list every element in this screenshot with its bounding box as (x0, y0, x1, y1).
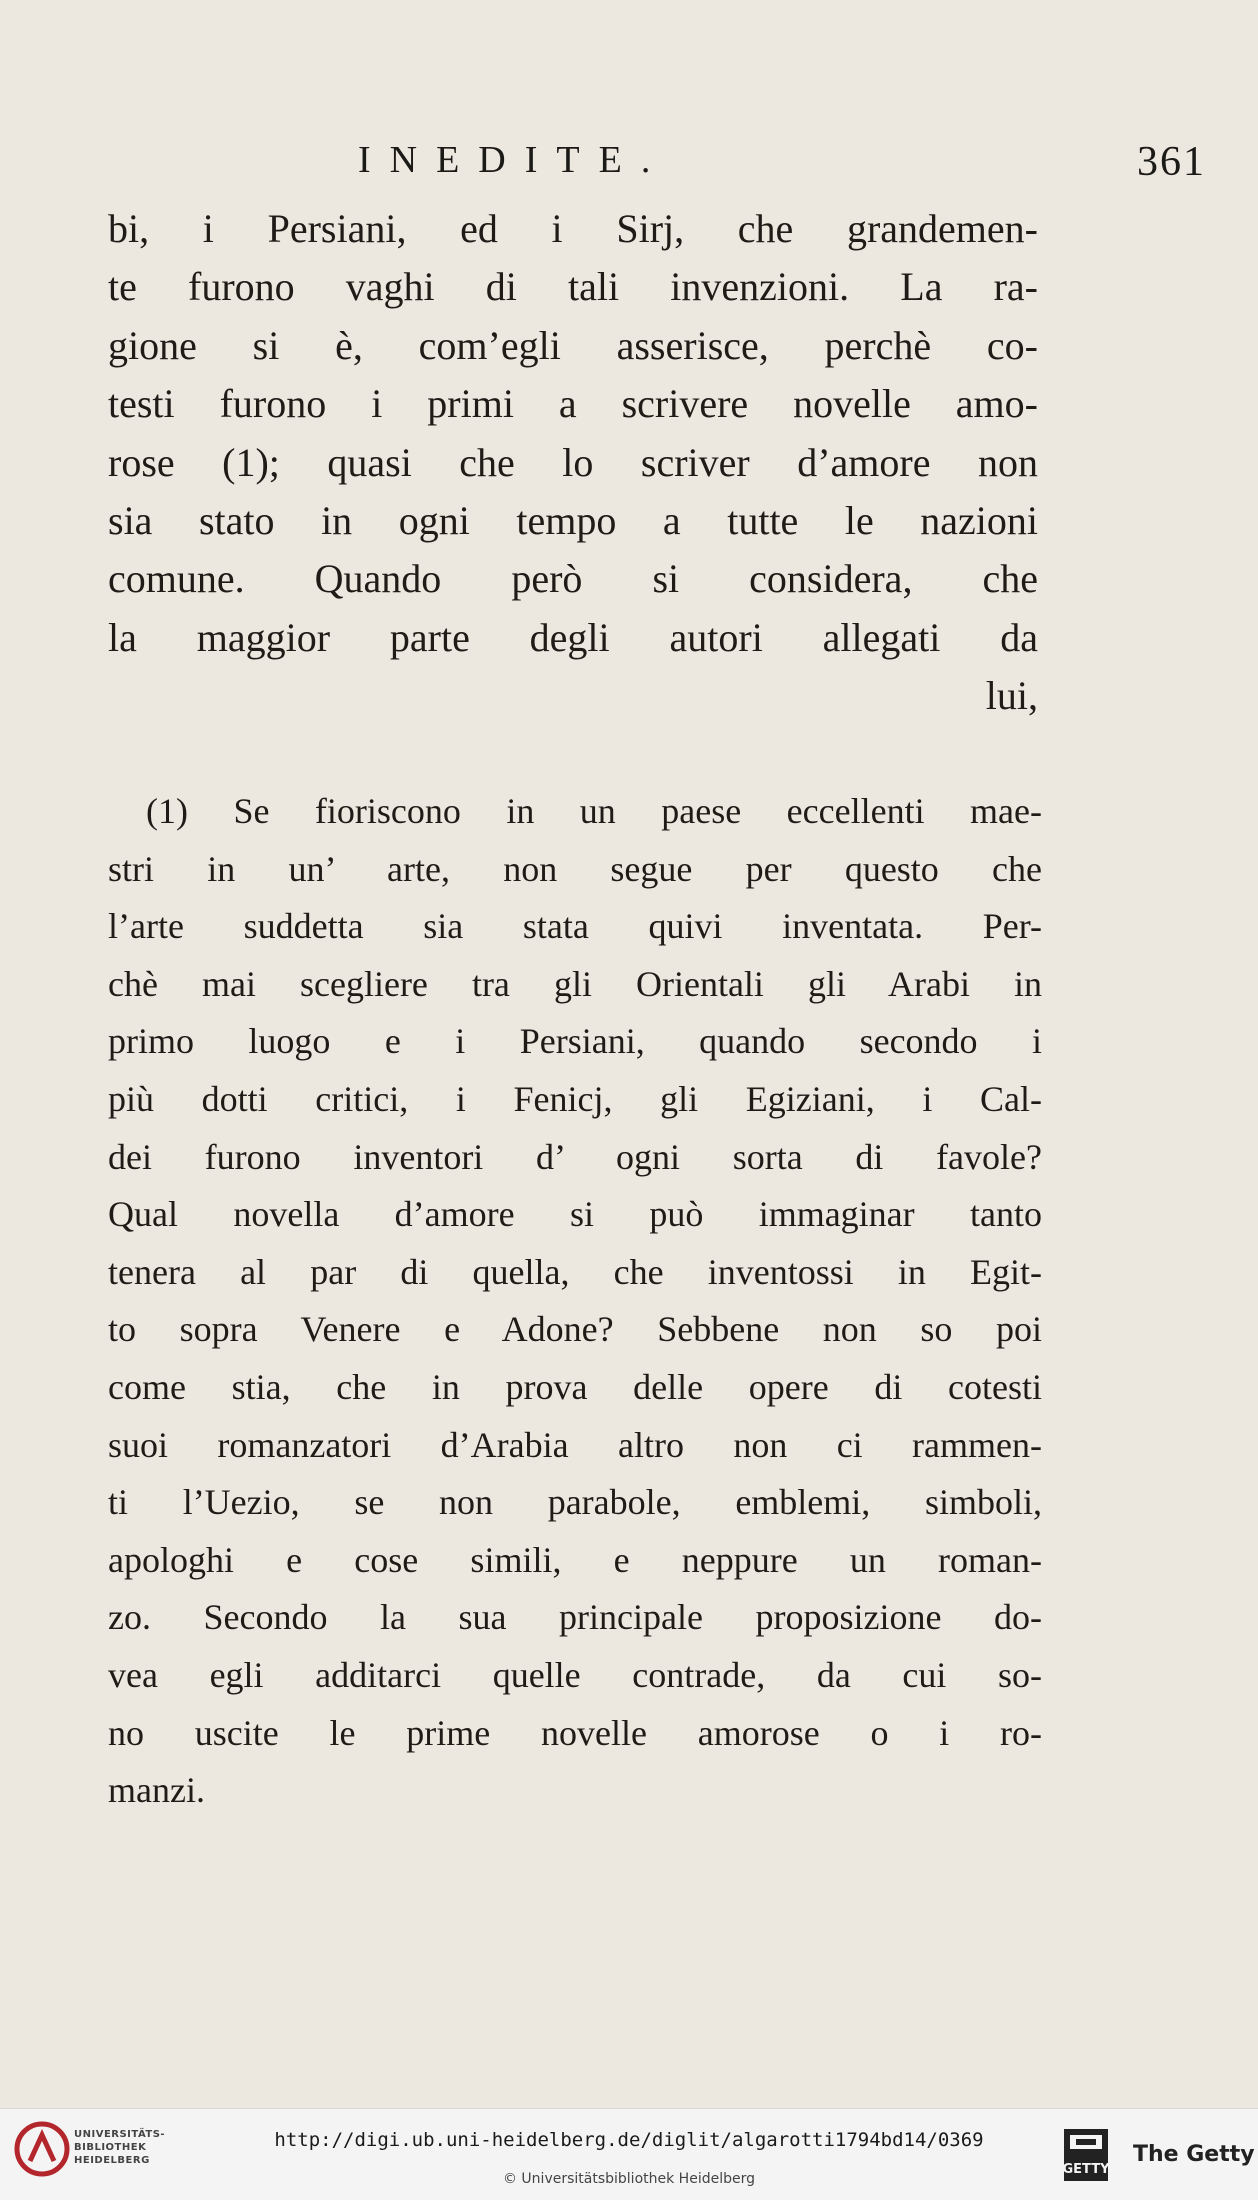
footnote-line: come stia, che in prova delle opere di cotesti (108, 1366, 1042, 1407)
footnote (108, 783, 1042, 1820)
text-line: bi, i Persiani, ed i Sirj, che grandemen- (108, 206, 1038, 251)
footnote-line: primo luogo e i Persiani, quando secondo i (108, 1021, 1042, 1062)
page-number: 361 (1137, 139, 1206, 185)
svg-text:GETTY: GETTY (1062, 2162, 1110, 2177)
footnote-line: più dotti critici, i Fenicj, gli Egiziani, i Cal- (108, 1078, 1042, 1119)
footnote-line: suoi romanzatori d’Arabia altro non ci rammen- (108, 1424, 1042, 1465)
page-header (108, 138, 1206, 198)
text-line: comune. Quando però si considera, che (108, 556, 1038, 602)
footnote-line: ti l’Uezio, se non parabole, emblemi, simboli, (108, 1482, 1042, 1523)
footnote-line: to sopra Venere e Adone? Sebbene non so poi (108, 1309, 1042, 1350)
footnote-line: zo. Secondo la sua principale proposizione do- (108, 1597, 1042, 1638)
catchword: lui, (985, 673, 1038, 719)
footnote-line: manzi. (108, 1770, 205, 1811)
footnote-line: vea egli additarci quelle contrade, da cui so- (108, 1654, 1042, 1695)
main-text (108, 200, 1038, 726)
footnote-line: stri in un’ arte, non segue per questo che (108, 848, 1042, 889)
text-line: testi furono i primi a scrivere novelle amo- (108, 381, 1038, 427)
footnote-line: no uscite le prime novelle amorose o i ro- (108, 1712, 1042, 1753)
text-line: te furono vaghi di tali invenzioni. La ra- (108, 264, 1038, 310)
getty-label[interactable]: The Getty (1133, 2142, 1255, 2167)
text-line: sia stato in ogni tempo a tutte le nazioni (108, 497, 1038, 543)
text-line: la maggior parte degli autori allegati da (108, 614, 1038, 660)
text-line: rose (1); quasi che lo scriver d’amore non (108, 439, 1038, 485)
permalink-url[interactable]: http://digi.ub.uni-heidelberg.de/diglit/algarotti1794bd14/0369 (274, 2129, 984, 2151)
footnote-line: tenera al par di quella, che inventossi in Egit- (108, 1251, 1042, 1292)
running-title: INEDITE. (358, 139, 670, 181)
viewer-footer (0, 2108, 1258, 2200)
footnote-line: Qual novella d’amore si può immaginar tanto (108, 1194, 1042, 1235)
footnote-line: dei furono inventori d’ ogni sorta di favole? (108, 1136, 1042, 1177)
getty-logo-icon[interactable] (1062, 2127, 1110, 2183)
copyright-notice: © Universitätsbibliothek Heidelberg (502, 2171, 755, 2187)
ub-logo-text: UNIVERSITÄTS- BIBLIOTHEK HEIDELBERG (74, 2129, 166, 2166)
footnote-line: chè mai scegliere tra gli Orientali gli Arabi in (108, 963, 1042, 1004)
footnote-line: apologhi e cose simili, e neppure un roman- (108, 1539, 1042, 1580)
footnote-line: l’arte suddetta sia stata quivi inventata. Per- (108, 906, 1042, 947)
footnote-line: (1) Se fioriscono in un paese eccellenti mae- (146, 791, 1042, 831)
text-line: gione si è, com’egli asserisce, perchè co- (108, 322, 1038, 368)
